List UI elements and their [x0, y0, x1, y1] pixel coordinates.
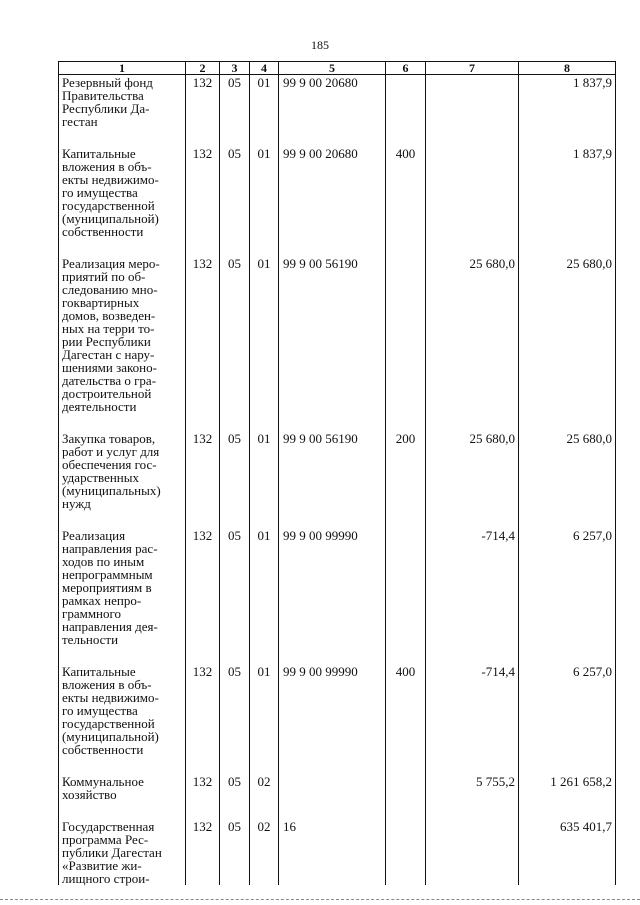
- description-line: Республики Да-: [62, 101, 150, 116]
- admin-code: 132: [186, 801, 220, 885]
- description-line: вложения в объ-: [62, 159, 152, 174]
- description-line: Резервный фонд: [62, 75, 153, 90]
- description-line: (муниципальной): [62, 729, 159, 744]
- description-line: екты недвижимо-: [62, 172, 159, 187]
- expense-type-code: 400: [386, 128, 426, 238]
- total-amount: 1 837,9: [519, 128, 616, 238]
- table-row: [59, 756, 616, 801]
- description-line: направления дея-: [62, 619, 158, 634]
- row-description: [59, 646, 186, 756]
- column-header: 3: [220, 62, 250, 75]
- description-line: обеспечения гос-: [62, 457, 157, 472]
- section-code: 05: [220, 756, 250, 801]
- section-code: 05: [220, 128, 250, 238]
- total-amount: 6 257,0: [519, 646, 616, 756]
- description-line: Коммунальное: [62, 774, 144, 789]
- expense-type-code: [386, 238, 426, 413]
- table-row: [59, 413, 616, 510]
- description-line: вложения в объ-: [62, 677, 152, 692]
- description-line: шениями законо-: [62, 360, 157, 375]
- description-line: лищного строи-: [62, 871, 150, 886]
- row-description: [59, 128, 186, 238]
- expense-type-code: 400: [386, 646, 426, 756]
- expense-type-code: [386, 756, 426, 801]
- expense-type-code: [386, 75, 426, 129]
- description-line: хозяйство: [62, 787, 117, 802]
- page-bottom-rule: [0, 899, 640, 900]
- table-row: [59, 646, 616, 756]
- row-description: [59, 801, 186, 885]
- subsection-code: 01: [250, 510, 279, 646]
- description-line: Реализация меро-: [62, 256, 160, 271]
- admin-code: 132: [186, 128, 220, 238]
- column-header: 1: [59, 62, 186, 75]
- description-line: домов, возведен-: [62, 308, 156, 323]
- description-line: непрограммным: [62, 567, 153, 582]
- target-article-code: 99 9 00 99990: [279, 646, 386, 756]
- total-amount: 25 680,0: [519, 413, 616, 510]
- column-header: 6: [386, 62, 426, 75]
- amendment-amount: 25 680,0: [426, 238, 519, 413]
- subsection-code: 02: [250, 801, 279, 885]
- amendment-amount: -714,4: [426, 646, 519, 756]
- description-line: мероприятиям в: [62, 580, 152, 595]
- admin-code: 132: [186, 756, 220, 801]
- table-row: [59, 75, 616, 129]
- description-line: работ и услуг для: [62, 444, 160, 459]
- total-amount: 6 257,0: [519, 510, 616, 646]
- description-line: Капитальные: [62, 664, 136, 679]
- description-line: Государственная: [62, 819, 155, 834]
- description-line: ходов по иным: [62, 554, 145, 569]
- subsection-code: 01: [250, 413, 279, 510]
- description-line: тельности: [62, 632, 119, 647]
- description-line: рамках непро-: [62, 593, 142, 608]
- description-line: собственности: [62, 224, 144, 239]
- section-code: 05: [220, 75, 250, 129]
- description-line: граммного: [62, 606, 122, 621]
- expense-type-code: [386, 510, 426, 646]
- page-number: 185: [311, 38, 329, 52]
- admin-code: 132: [186, 238, 220, 413]
- description-line: достроительной: [62, 386, 152, 401]
- table-row: [59, 238, 616, 413]
- total-amount: 635 401,7: [519, 801, 616, 885]
- table-body: [59, 75, 616, 886]
- target-article-code: 16: [279, 801, 386, 885]
- total-amount: 25 680,0: [519, 238, 616, 413]
- description-line: Реализация: [62, 528, 126, 543]
- subsection-code: 01: [250, 646, 279, 756]
- target-article-code: 99 9 00 20680: [279, 75, 386, 129]
- row-description: [59, 238, 186, 413]
- description-line: Капитальные: [62, 146, 136, 161]
- description-line: рии Республики: [62, 334, 151, 349]
- description-line: (муниципальной): [62, 211, 159, 226]
- description-line: екты недвижимо-: [62, 690, 159, 705]
- description-line: Дагестан с нару-: [62, 347, 155, 362]
- table-header-row: [59, 62, 616, 75]
- section-code: 05: [220, 510, 250, 646]
- subsection-code: 02: [250, 756, 279, 801]
- amendment-amount: -714,4: [426, 510, 519, 646]
- description-line: Закупка товаров,: [62, 431, 156, 446]
- description-line: публики Дагестан: [62, 845, 162, 860]
- amendment-amount: [426, 75, 519, 129]
- expense-type-code: [386, 801, 426, 885]
- admin-code: 132: [186, 510, 220, 646]
- description-line: гестан: [62, 114, 98, 129]
- description-line: направления рас-: [62, 541, 158, 556]
- column-header: 7: [426, 62, 519, 75]
- amendment-amount: 5 755,2: [426, 756, 519, 801]
- description-line: следованию мно-: [62, 282, 158, 297]
- description-line: ных на терри то-: [62, 321, 155, 336]
- table-row: [59, 128, 616, 238]
- row-description: [59, 510, 186, 646]
- description-line: (муниципальных): [62, 483, 161, 498]
- target-article-code: 99 9 00 56190: [279, 413, 386, 510]
- description-line: деятельности: [62, 399, 137, 414]
- description-line: Правительства: [62, 88, 144, 103]
- description-line: «Развитие жи-: [62, 858, 142, 873]
- description-line: го имущества: [62, 703, 138, 718]
- subsection-code: 01: [250, 128, 279, 238]
- description-line: го имущества: [62, 185, 138, 200]
- column-header: 4: [250, 62, 279, 75]
- row-description: [59, 75, 186, 129]
- amendment-amount: [426, 128, 519, 238]
- total-amount: 1 837,9: [519, 75, 616, 129]
- budget-table: [58, 61, 616, 885]
- total-amount: 1 261 658,2: [519, 756, 616, 801]
- subsection-code: 01: [250, 75, 279, 129]
- description-line: программа Рес-: [62, 832, 149, 847]
- section-code: 05: [220, 238, 250, 413]
- column-header: 5: [279, 62, 386, 75]
- target-article-code: [279, 756, 386, 801]
- column-header: 8: [519, 62, 616, 75]
- description-line: дательства о гра-: [62, 373, 157, 388]
- section-code: 05: [220, 646, 250, 756]
- admin-code: 132: [186, 646, 220, 756]
- description-line: нужд: [62, 496, 91, 511]
- table-row: [59, 801, 616, 885]
- description-line: приятий по об-: [62, 269, 146, 284]
- admin-code: 132: [186, 75, 220, 129]
- target-article-code: 99 9 00 56190: [279, 238, 386, 413]
- section-code: 05: [220, 413, 250, 510]
- table-row: [59, 510, 616, 646]
- description-line: гоквартирных: [62, 295, 140, 310]
- amendment-amount: 25 680,0: [426, 413, 519, 510]
- subsection-code: 01: [250, 238, 279, 413]
- expense-type-code: 200: [386, 413, 426, 510]
- description-line: ударственных: [62, 470, 139, 485]
- section-code: 05: [220, 801, 250, 885]
- column-header: 2: [186, 62, 220, 75]
- description-line: государственной: [62, 716, 155, 731]
- amendment-amount: [426, 801, 519, 885]
- description-line: государственной: [62, 198, 155, 213]
- row-description: [59, 756, 186, 801]
- admin-code: 132: [186, 413, 220, 510]
- description-line: собственности: [62, 742, 144, 757]
- target-article-code: 99 9 00 20680: [279, 128, 386, 238]
- target-article-code: 99 9 00 99990: [279, 510, 386, 646]
- row-description: [59, 413, 186, 510]
